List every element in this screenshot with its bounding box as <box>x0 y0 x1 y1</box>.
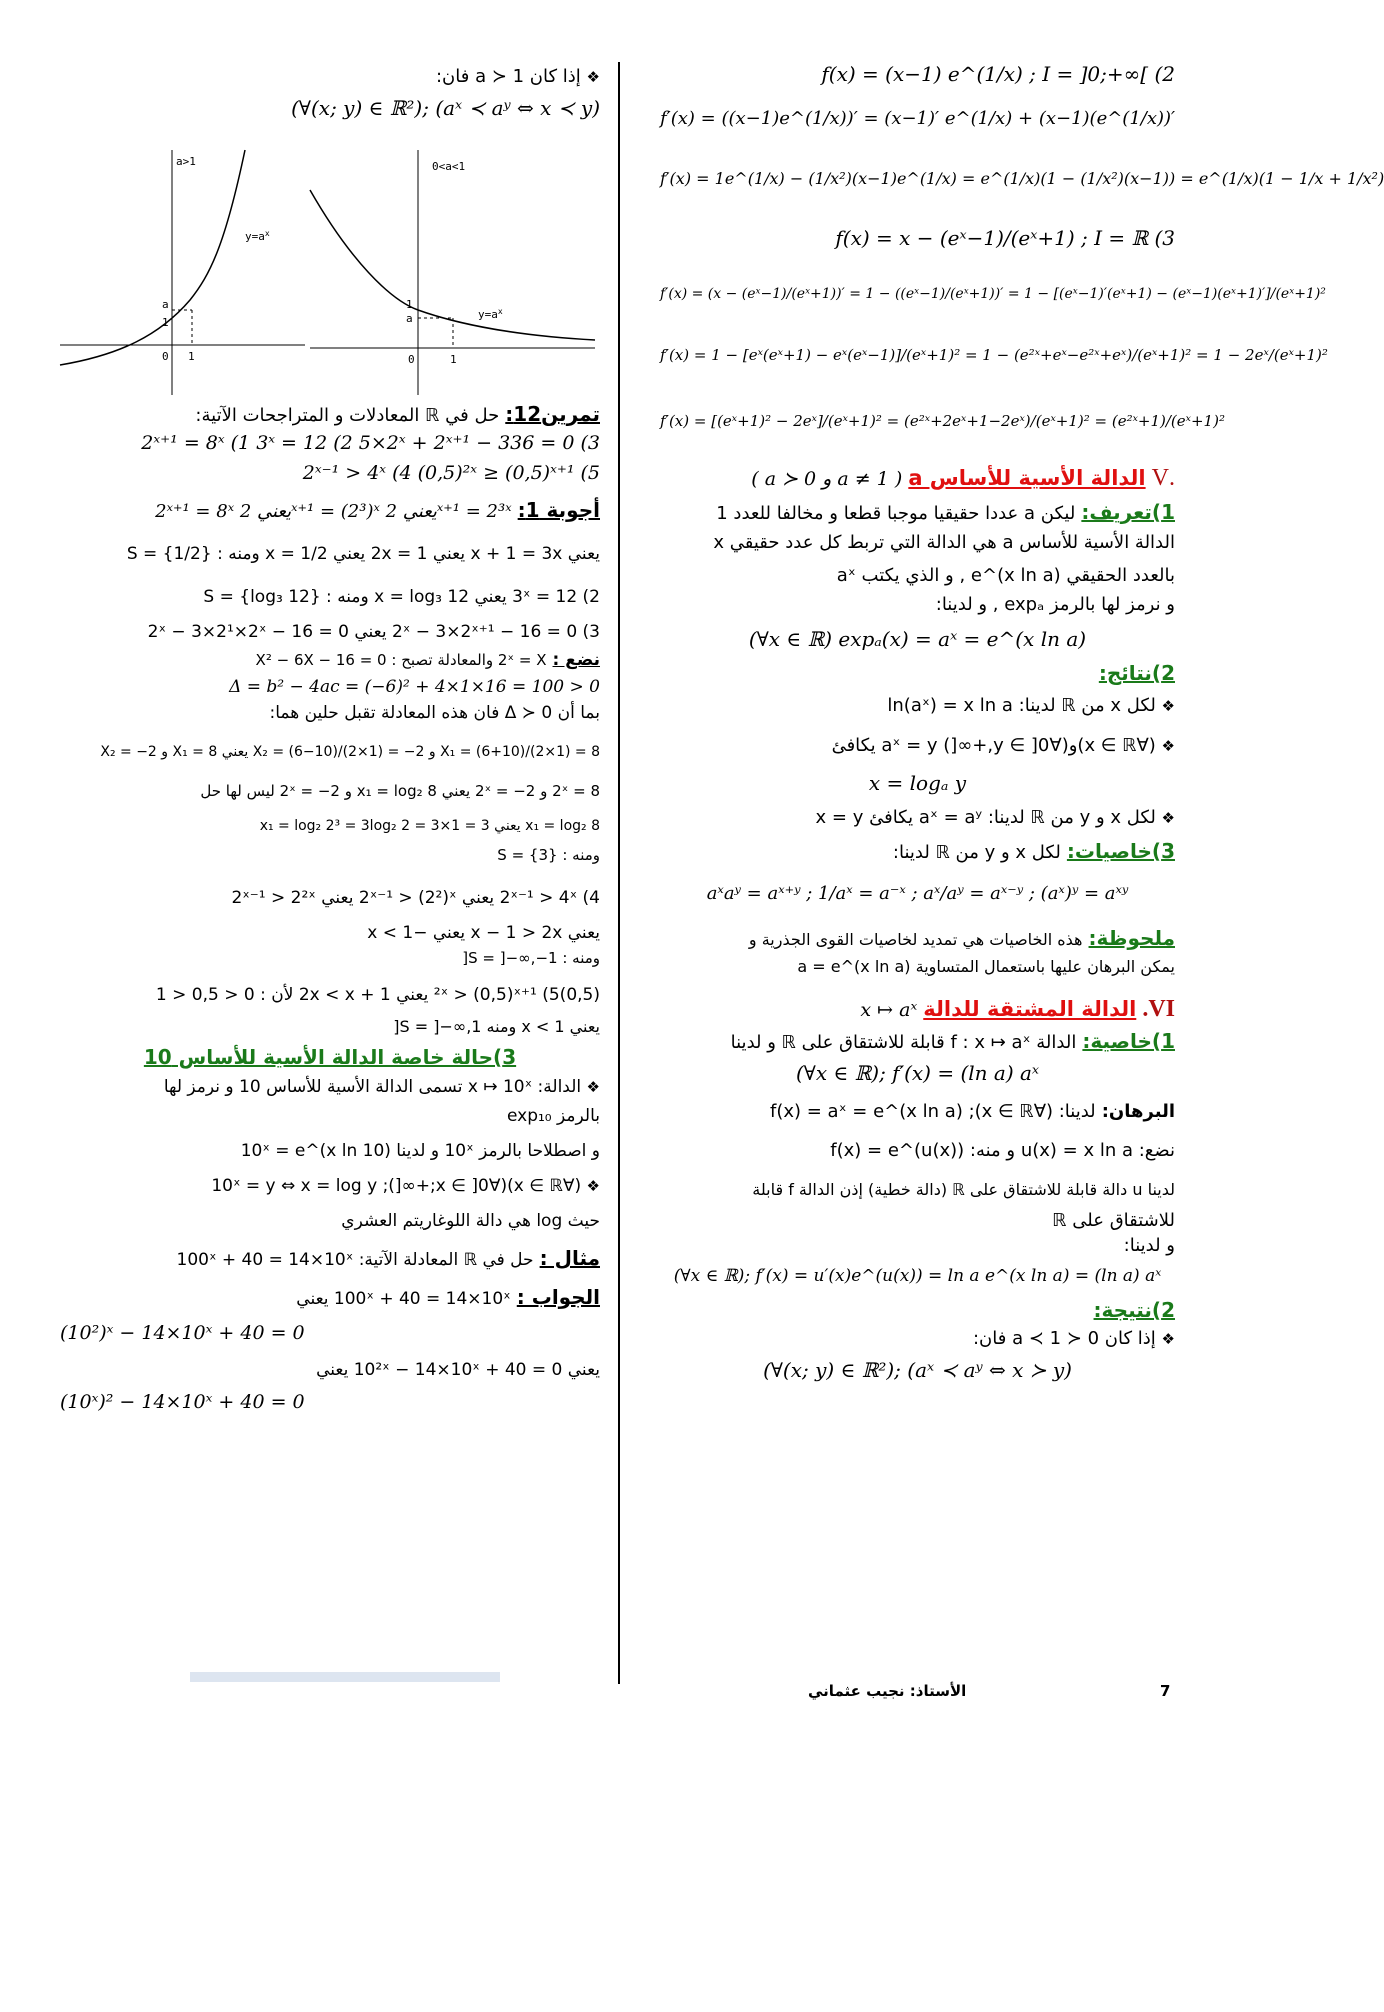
properties-heading: 3)خاصيات: لكل x و y من ℝ لدينا: <box>892 839 1175 863</box>
graph2-cond-label: 0<a<1 <box>432 160 466 173</box>
graph1-origin-label: 0 <box>162 350 169 363</box>
page-number: 7 <box>1160 1682 1171 1700</box>
answer-2: 3ˣ = 12 (2 يعني x = log₃ 12 ومنه : S = {log₃ 12} <box>203 587 600 607</box>
section-3-line-2: بالرمز exp₁₀ <box>506 1106 600 1126</box>
answer-4-b: يعني x − 1 > 2x يعني −1 > x <box>367 923 600 943</box>
graph1-1x-label: 1 <box>188 350 195 363</box>
section-3-heading: 3)حالة خاصة الدالة الأسية للأساس 10 <box>143 1045 517 1069</box>
exercise-2-function: f(x) = (x−1) e^(1/x) ; I = ]0;+∞[ (2 <box>821 62 1175 86</box>
exercise-3-derivative-1: f′(x) = (x − (eˣ−1)/(eˣ+1))′ = 1 − ((eˣ−1)/(eˣ+1))′ = 1 − [(eˣ−1)′(eˣ+1) − (eˣ−1)(eˣ+1)′]/(eˣ+1)² <box>660 286 1326 302</box>
definition-line-1: 1)تعريف: ليكن a عددا حقيقيا موجبا قطعا و مخالفا للعدد 1 <box>716 500 1175 524</box>
graph-a-between-0-and-1 <box>310 150 595 395</box>
section-3-line-4: ❖ (∀x ∈ ℝ)(∀x ∈ ]0;+∞[); 10ˣ = y ⇔ x = log y <box>211 1176 600 1196</box>
solution-line-3: يعني 10²ˣ − 14×10ˣ + 40 = 0 يعني <box>316 1360 600 1380</box>
right-column <box>660 62 1384 1672</box>
graph-a-greater-than-1 <box>60 150 305 395</box>
graph2-1y-label: 1 <box>406 298 413 311</box>
results-heading: 2)نتائج: <box>1098 661 1175 685</box>
answer-1-line-a: أجوبة 1: 2ˣ⁺¹ = 8ˣ يعني 2ˣ⁺¹ = (2³)ˣ يعني 2ˣ⁺¹ = 2³ˣ <box>155 498 600 522</box>
property-1-line: 1)خاصية: الدالة f : x ↦ aˣ قابلة للاشتقاق على ℝ و لدينا <box>730 1029 1175 1053</box>
answer-3-g: x₁ = log₂ 8 يعني x₁ = log₂ 2³ = 3log₂ 2 = 3×1 = 3 <box>259 818 600 834</box>
exercise-3-derivative-3: f′(x) = [(eˣ+1)² − 2eˣ]/(eˣ+1)² = (e²ˣ+2eˣ+1−2eˣ)/(eˣ+1)² = (e²ˣ+1)/(eˣ+1)² <box>660 412 1225 430</box>
section-5-title: الدالة الأسية للأساس a <box>908 466 1146 490</box>
consequence-heading: 2)نتيجة: <box>1093 1298 1175 1322</box>
graph2-curve-label: $y=a^x$ <box>478 306 503 321</box>
graph1-1y-label: 1 <box>162 316 169 329</box>
solution-heading: الجواب : 100ˣ + 40 = 14×10ˣ يعني <box>296 1285 600 1309</box>
proof-line-5: و لدينا: <box>1123 1235 1175 1256</box>
exercise-3-function: f(x) = x − (eˣ−1)/(eˣ+1) ; I = ℝ (3 <box>835 226 1175 250</box>
proof-line-4: للاشتقاق على ℝ <box>1052 1210 1175 1231</box>
result-2-b: x = logₐ y <box>868 771 967 795</box>
column-divider <box>618 62 620 1684</box>
result-2: ❖ (∀x ∈ ℝ)و(∀y ∈ ]0,+∞[) aˣ = y يكافئ <box>831 735 1175 756</box>
result-3: ❖ لكل x و y من ℝ لدينا: aˣ = aʸ يكافئ x = y <box>815 807 1175 828</box>
graph1-curve-label: $y=a^x$ <box>245 228 270 243</box>
link-bar <box>190 1672 500 1682</box>
exercise-12-line-2: 2ˣ⁻¹ > 4ˣ (4 (0,5)²ˣ ≥ (0,5)ˣ⁺¹ (5 <box>302 462 600 484</box>
note-line-1: ملحوظة: هذه الخاصيات هي تمديد لخاصيات القوى الجذرية و <box>748 926 1175 950</box>
answer-3-h: ومنه : S = {3} <box>497 846 600 864</box>
result-1: ❖ لكل x من ℝ لدينا: ln(aˣ) = x ln a <box>887 695 1175 716</box>
answer-4-a: 2ˣ⁻¹ > 4ˣ (4 يعني 2ˣ⁻¹ > (2²)ˣ يعني 2ˣ⁻¹ > 2²ˣ <box>231 888 600 908</box>
proof-formula: (∀x ∈ ℝ); f′(x) = u′(x)e^(u(x)) = ln a e^(x ln a) = (ln a) aˣ <box>673 1266 1162 1286</box>
consequence-line-1: ❖ إذا كان 0 ≺ a ≺ 1 فان: <box>972 1328 1175 1349</box>
note-line-2: يمكن البرهان عليها باستعمال المتساوية a = e^(x ln a) <box>797 957 1175 976</box>
answer-3-d: بما أن Δ ≻ 0 فان هذه المعادلة تقبل حلين هما: <box>269 703 600 723</box>
answer-3-e: X₁ = (6+10)/(2×1) = 8 و X₂ = (6−10)/(2×1) = −2 يعني X₁ = 8 و X₂ = −2 <box>100 744 600 760</box>
example-heading: مثال : حل في ℝ المعادلة الآتية: 100ˣ + 40 = 14×10ˣ <box>176 1246 600 1270</box>
answer-3-f: 2ˣ = 8 و 2ˣ = −2 يعني x₁ = log₂ 8 و 2ˣ = −2 ليس لها حل <box>200 782 600 800</box>
proof-line-1: البرهان: لدينا: (∀x ∈ ℝ); f(x) = aˣ = e^(x ln a) <box>770 1101 1175 1122</box>
solution-line-4: (10ˣ)² − 14×10ˣ + 40 = 0 <box>60 1391 305 1413</box>
answer-5-b: يعني x < 1 ومنه S = ]−∞,1[ <box>393 1017 600 1036</box>
left-column-lower <box>60 402 600 2012</box>
footer-author: الأستاذ: نجيب عثماني <box>808 1682 967 1700</box>
exercise-2-derivative-2: f′(x) = 1e^(1/x) − (1/x²)(x−1)e^(1/x) = e^(1/x)(1 − (1/x²)(x−1)) = e^(1/x)(1 − 1/x + 1/x²) <box>660 169 1384 188</box>
answer-3-c: Δ = b² − 4ac = (−6)² + 4×1×16 = 100 > 0 <box>229 677 600 697</box>
proof-line-3: لدينا u دالة قابلة للاشتقاق على ℝ (دالة خطية) إذن الدالة f قابلة <box>752 1180 1175 1199</box>
definition-line-3: بالعدد الحقيقي e^(x ln a) , و الذي يكتب aˣ <box>836 565 1175 586</box>
section-6-heading: VI. الدالة المشتقة للدالة x ↦ aˣ <box>860 996 1175 1022</box>
exercise-12-line-1: 2ˣ⁺¹ = 8ˣ (1 3ˣ = 12 (2 5×2ˣ + 2ˣ⁺¹ − 336 = 0 (3 <box>141 432 600 454</box>
solution-line-2: (10²)ˣ − 14×10ˣ + 40 = 0 <box>60 1322 305 1344</box>
proof-line-2: نضع: u(x) = x ln a و منه: f(x) = e^(u(x)) <box>830 1140 1175 1161</box>
property-1-formula: (∀x ∈ ℝ); f′(x) = (ln a) aˣ <box>795 1061 1040 1085</box>
graph2-1x-label: 1 <box>450 353 457 366</box>
section-5-heading: .V الدالة الأسية للأساس a ( a ≻ 0 و a ≠ 1 ) <box>751 465 1175 491</box>
answer-5-a: (0,5)²ˣ > (0,5)ˣ⁺¹ (5 يعني 2x < x + 1 لأن : 0 < 0,5 < 1 <box>155 985 600 1005</box>
graph2-origin-label: 0 <box>408 353 415 366</box>
properties-formula: aˣaʸ = aˣ⁺ʸ ; 1/aˣ = a⁻ˣ ; aˣ/aʸ = aˣ⁻ʸ ; (aˣ)ʸ = aˣʸ <box>706 883 1129 904</box>
exercise-2-derivative-1: f′(x) = ((x−1)e^(1/x))′ = (x−1)′ e^(1/x) + (x−1)(e^(1/x))′ <box>660 108 1176 129</box>
definition-line-2: الدالة الأسية للأساس a هي الدالة التي تربط كل عدد حقيقي x <box>713 532 1175 553</box>
definition-formula: (∀x ∈ ℝ) expₐ(x) = aˣ = e^(x ln a) <box>748 627 1087 651</box>
section-3-line-3: و اصطلاحا بالرمز 10ˣ و لدينا 10ˣ = e^(x ln 10) <box>240 1141 600 1161</box>
top-condition: ❖ إذا كان a ≻ 1 فان: <box>435 66 600 87</box>
answer-3-b: نضع : 2ˣ = X والمعادلة تصبح : X² − 6X − 16 = 0 <box>255 650 600 670</box>
answer-3-a: 2ˣ − 3×2ˣ⁺¹ − 16 = 0 (3 يعني 2ˣ − 3×2¹×2ˣ − 16 = 0 <box>147 622 600 642</box>
consequence-formula: (∀(x; y) ∈ ℝ²); (aˣ ≺ aʸ ⇔ x ≻ y) <box>763 1358 1072 1382</box>
graph1-a-label: a <box>162 298 169 311</box>
answer-1-line-b: يعني x + 1 = 3x يعني 2x = 1 يعني x = 1/2 ومنه : S = {1/2} <box>126 544 600 564</box>
exercise-12-heading: تمرين12: حل في ℝ المعادلات و المتراجحات الآتية: <box>195 402 600 426</box>
graph2-a-label: a <box>406 312 413 325</box>
section-3-line-5: حيث log هي دالة اللوغاريتم العشري <box>341 1211 600 1231</box>
exercise-3-derivative-2: f′(x) = 1 − [eˣ(eˣ+1) − eˣ(eˣ−1)]/(eˣ+1)² = 1 − (e²ˣ+eˣ−e²ˣ+eˣ)/(eˣ+1)² = 1 − 2eˣ/(eˣ+1)² <box>660 346 1328 364</box>
definition-label: 1)تعريف: <box>1081 500 1175 524</box>
section-5-condition: ( a ≻ 0 و a ≠ 1 ) <box>751 468 903 490</box>
section-3-line-1: ❖ الدالة: x ↦ 10ˣ تسمى الدالة الأسية للأساس 10 و نرمز لها <box>163 1077 600 1097</box>
top-formula: (∀(x; y) ∈ ℝ²); (aˣ ≺ aʸ ⇔ x ≺ y) <box>291 96 600 120</box>
definition-line-4: و نرمز لها بالرمز expₐ , و لدينا: <box>935 594 1175 615</box>
answer-4-c: ومنه : S = ]−∞,−1[ <box>462 949 600 967</box>
graph1-cond-label: a>1 <box>176 155 196 168</box>
